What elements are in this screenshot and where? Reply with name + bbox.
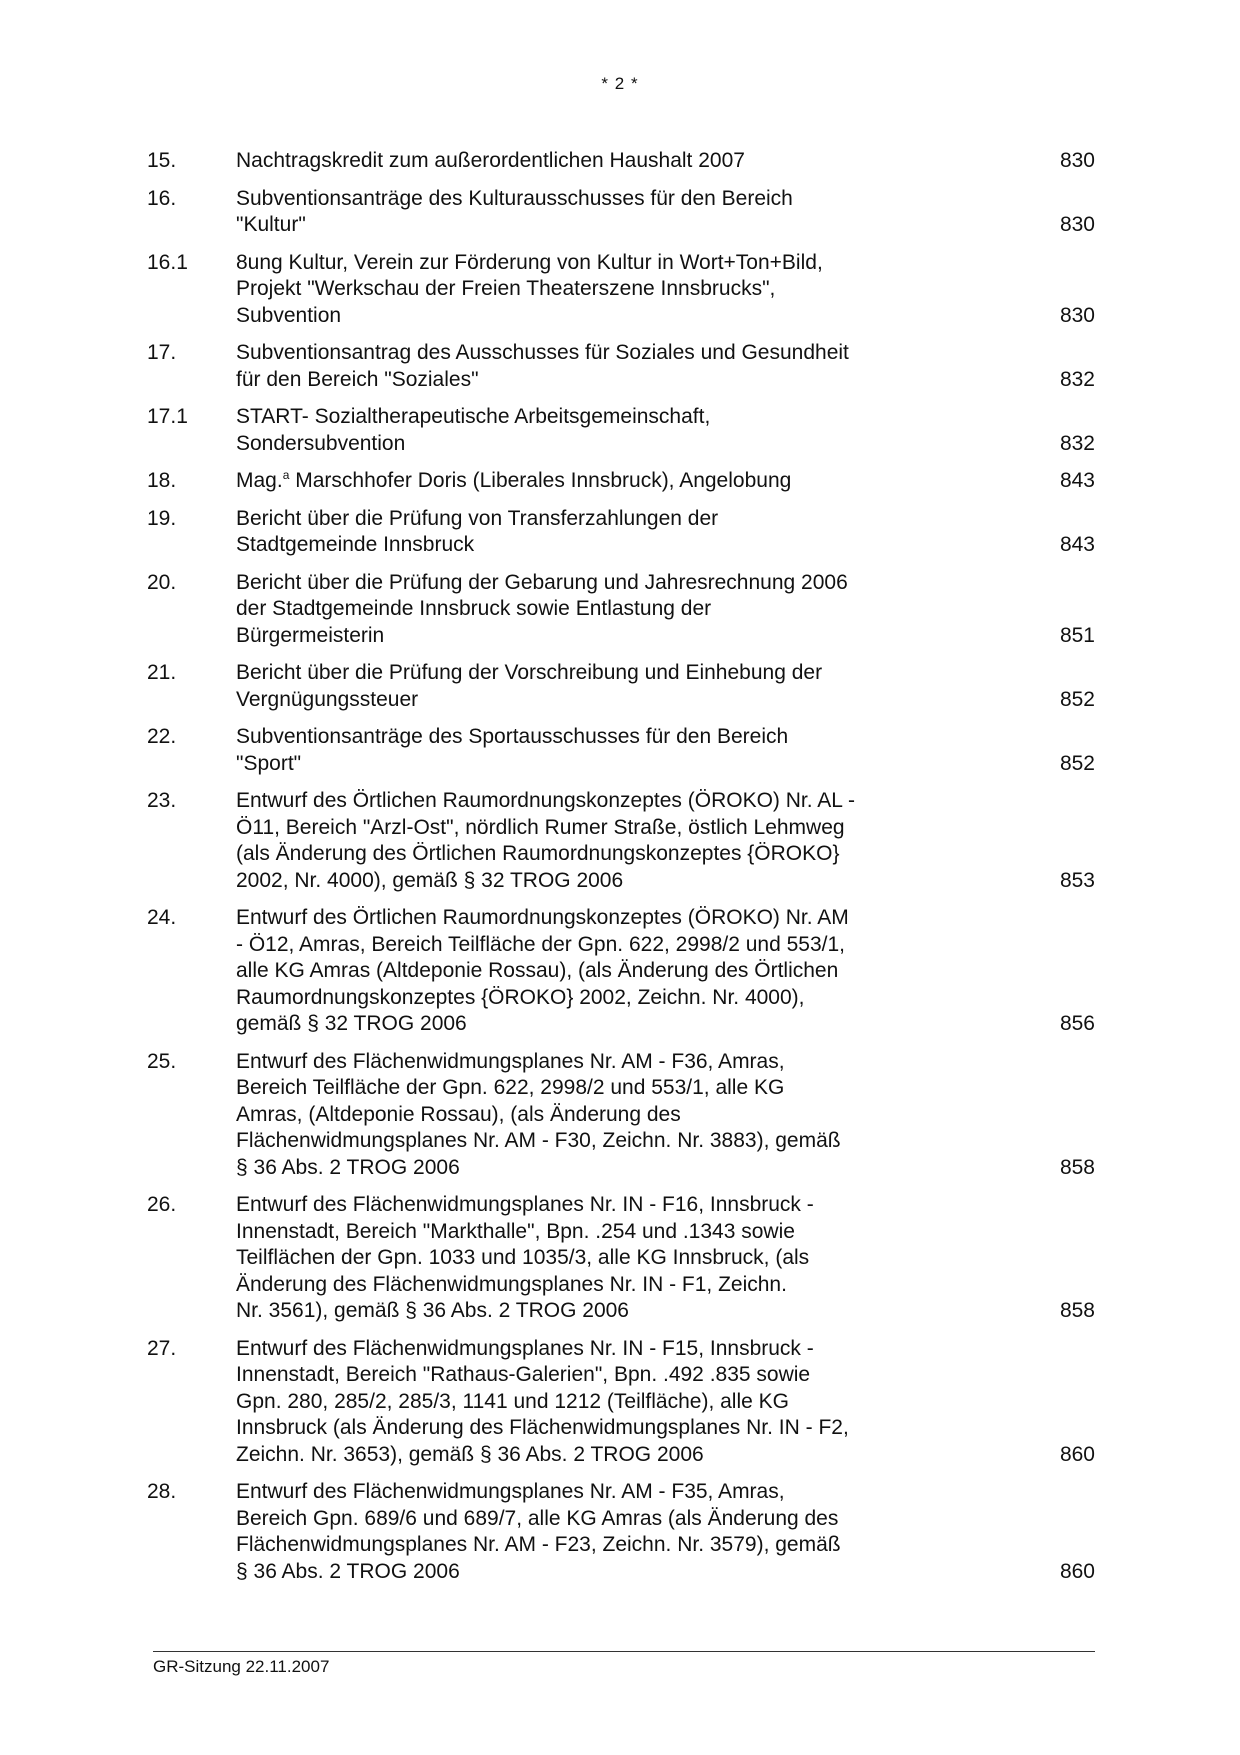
toc-entry-page: 852 — [1059, 687, 1095, 711]
toc-entry-line: Änderung des Flächenwidmungsplanes Nr. IN - F1, Zeichn. — [236, 1272, 787, 1296]
toc-entry-page: 830 — [1059, 149, 1095, 172]
toc-entry-line: Teilflächen der Gpn. 1033 und 1035/3, alle KG Innsbruck, (als — [236, 1246, 810, 1269]
toc-entry-line: "Sport" — [236, 751, 302, 775]
toc-entry-line: Entwurf des Flächenwidmungsplanes Nr. AM - F36, Amras, — [236, 1049, 785, 1073]
toc-entry-line: Entwurf des Flächenwidmungsplanes Nr. IN - F15, Innsbruck - — [236, 1336, 814, 1360]
toc-entry-title — [236, 250, 936, 330]
toc-entry — [147, 788, 1095, 894]
toc-entry-title — [236, 788, 936, 894]
toc-entry — [147, 250, 1095, 330]
toc-entry-line: Bericht über die Prüfung der Vorschreibung und Einhebung der — [236, 661, 823, 684]
table-of-contents — [147, 148, 1095, 1596]
toc-entry-line: (als Änderung des Örtlichen Raumordnungskonzeptes {ÖROKO} — [236, 842, 840, 865]
toc-entry-line: Bürgermeisterin — [236, 623, 385, 647]
toc-entry-line: Entwurf des Flächenwidmungsplanes Nr. IN - F16, Innsbruck - — [236, 1193, 814, 1216]
toc-entry-title — [236, 1049, 936, 1182]
toc-entry-title — [236, 186, 936, 239]
toc-entry-page: 858 — [1059, 1155, 1095, 1179]
title-superscript: a — [282, 468, 290, 482]
toc-entry-line: § 36 Abs. 2 TROG 2006 — [236, 1155, 460, 1179]
toc-entry-number: 17.1 — [147, 405, 188, 428]
toc-entry-line: Flächenwidmungsplanes Nr. AM - F23, Zeichn. Nr. 3579), gemäß — [236, 1533, 841, 1556]
toc-entry-line: § 36 Abs. 2 TROG 2006 — [236, 1559, 460, 1583]
toc-entry-line: für den Bereich "Soziales" — [236, 367, 479, 391]
toc-entry-line: Entwurf des Örtlichen Raumordnungskonzeptes (ÖROKO) Nr. AM — [236, 906, 849, 929]
toc-entry-number: 15. — [147, 149, 177, 172]
toc-entry-page: 851 — [1059, 623, 1095, 647]
toc-entry — [147, 340, 1095, 393]
toc-entry-line: Projekt "Werkschau der Freien Theaterszene Innsbrucks", — [236, 277, 776, 300]
page-number: * 2 * — [601, 74, 639, 93]
toc-entry-line: "Kultur" — [236, 213, 306, 236]
toc-entry — [147, 186, 1095, 239]
toc-entry-line: Innsbruck (als Änderung des Flächenwidmungsplanes Nr. IN - F2, — [236, 1416, 849, 1439]
toc-entry-line: Bericht über die Prüfung der Gebarung und Jahresrechnung 2006 — [236, 570, 848, 594]
toc-entry-page: 856 — [1059, 1012, 1095, 1035]
toc-entry — [147, 468, 1095, 495]
toc-entry-number: 16.1 — [147, 250, 188, 274]
toc-entry-page: 853 — [1059, 868, 1095, 892]
toc-entry-page: 832 — [1059, 367, 1095, 391]
toc-entry-number: 25. — [147, 1049, 177, 1073]
toc-entry-number: 28. — [147, 1480, 177, 1503]
toc-entry-title — [236, 506, 936, 559]
toc-entry-line: Innenstadt, Bereich "Markthalle", Bpn. .254 und .1343 sowie — [236, 1219, 795, 1243]
footer-session-date: GR-Sitzung 22.11.2007 — [153, 1657, 330, 1676]
toc-entry-line: Bericht über die Prüfung von Transferzahlungen der — [236, 506, 719, 530]
toc-entry — [147, 1336, 1095, 1469]
toc-entry-page: 860 — [1059, 1559, 1095, 1583]
toc-entry-line: Stadtgemeinde Innsbruck — [236, 533, 475, 556]
toc-entry-title — [236, 570, 936, 650]
toc-entry-number: 21. — [147, 661, 177, 684]
toc-entry-line: Flächenwidmungsplanes Nr. AM - F30, Zeichn. Nr. 3883), gemäß — [236, 1129, 841, 1152]
toc-entry-line: Nr. 3561), gemäß § 36 Abs. 2 TROG 2006 — [236, 1299, 629, 1322]
toc-entry-number: 23. — [147, 789, 177, 812]
toc-entry-line: Innenstadt, Bereich "Rathaus-Galerien", Bpn. .492 .835 sowie — [236, 1363, 811, 1386]
toc-entry-line: Zeichn. Nr. 3653), gemäß § 36 Abs. 2 TROG 2006 — [236, 1442, 704, 1466]
toc-entry — [147, 148, 1095, 175]
toc-entry — [147, 660, 1095, 713]
toc-entry — [147, 404, 1095, 457]
toc-entry-line: Nachtragskredit zum außerordentlichen Haushalt 2007 — [236, 149, 745, 172]
toc-entry-title — [236, 724, 936, 777]
toc-entry-page: 843 — [1059, 469, 1095, 492]
toc-entry-number: 26. — [147, 1193, 177, 1216]
toc-entry-number: 22. — [147, 725, 177, 748]
title-prefix: Mag. — [236, 469, 283, 492]
toc-entry-line — [236, 468, 936, 495]
toc-entry-line: Subventionsantrag des Ausschusses für Soziales und Gesundheit — [236, 341, 849, 364]
toc-entry-line: Gpn. 280, 285/2, 285/3, 1141 und 1212 (Teilfläche), alle KG — [236, 1389, 789, 1413]
toc-entry-line: Ö11, Bereich "Arzl-Ost", nördlich Rumer Straße, östlich Lehmweg — [236, 815, 845, 839]
toc-entry-line: Raumordnungskonzeptes {ÖROKO} 2002, Zeichn. Nr. 4000), — [236, 985, 805, 1009]
toc-entry-line: Vergnügungssteuer — [236, 687, 419, 711]
toc-entry-line: Bereich Teilfläche der Gpn. 622, 2998/2 und 553/1, alle KG — [236, 1076, 785, 1099]
toc-entry — [147, 570, 1095, 650]
toc-entry-title — [236, 660, 936, 713]
toc-entry-number: 27. — [147, 1336, 177, 1360]
toc-entry-line: Subventionsanträge des Sportausschusses für den Bereich — [236, 725, 789, 748]
toc-entry-line: 2002, Nr. 4000), gemäß § 32 TROG 2006 — [236, 868, 624, 892]
toc-entry-title — [236, 148, 936, 175]
toc-entry-line: gemäß § 32 TROG 2006 — [236, 1012, 467, 1035]
toc-entry-page: 830 — [1059, 303, 1095, 327]
toc-entry-page: 832 — [1059, 431, 1095, 455]
toc-entry-number: 17. — [147, 341, 177, 364]
toc-entry-line: Entwurf des Flächenwidmungsplanes Nr. AM - F35, Amras, — [236, 1480, 785, 1503]
footer-divider — [153, 1651, 1095, 1652]
toc-entry-number: 20. — [147, 570, 177, 594]
toc-entry-number: 19. — [147, 506, 177, 530]
toc-entry-title — [236, 1479, 936, 1585]
toc-entry-page: 843 — [1059, 533, 1095, 556]
toc-entry-line: Subvention — [236, 303, 342, 327]
toc-entry-title — [236, 905, 936, 1038]
toc-entry-number: 24. — [147, 906, 177, 929]
toc-entry-page: 860 — [1059, 1442, 1095, 1466]
toc-entry-title — [236, 1192, 936, 1325]
toc-entry-page: 830 — [1059, 213, 1095, 236]
toc-entry — [147, 1479, 1095, 1585]
toc-entry — [147, 724, 1095, 777]
toc-entry-line: 8ung Kultur, Verein zur Förderung von Kultur in Wort+Ton+Bild, — [236, 250, 823, 274]
toc-entry — [147, 1192, 1095, 1325]
toc-entry-line: - Ö12, Amras, Bereich Teilfläche der Gpn. 622, 2998/2 und 553/1, — [236, 932, 845, 956]
toc-entry-title — [236, 404, 936, 457]
toc-entry-line: Sondersubvention — [236, 431, 406, 455]
toc-entry — [147, 905, 1095, 1038]
toc-entry-page: 852 — [1059, 751, 1095, 775]
toc-entry-page: 858 — [1059, 1299, 1095, 1322]
toc-entry — [147, 1049, 1095, 1182]
toc-entry-title — [236, 1336, 936, 1469]
toc-entry-title — [236, 340, 936, 393]
toc-entry-number: 18. — [147, 469, 177, 492]
toc-entry-number: 16. — [147, 186, 177, 210]
toc-entry-line: Subventionsanträge des Kulturausschusses für den Bereich — [236, 186, 793, 210]
toc-entry-line: Entwurf des Örtlichen Raumordnungskonzeptes (ÖROKO) Nr. AL - — [236, 789, 855, 812]
title-rest: Marschhofer Doris (Liberales Innsbruck), Angelobung — [295, 469, 792, 492]
toc-entry-line: der Stadtgemeinde Innsbruck sowie Entlastung der — [236, 597, 712, 620]
toc-entry-line: alle KG Amras (Altdeponie Rossau), (als Änderung des Örtlichen — [236, 959, 839, 982]
toc-entry-line: Bereich Gpn. 689/6 und 689/7, alle KG Amras (als Änderung des — [236, 1506, 839, 1530]
toc-entry — [147, 506, 1095, 559]
toc-entry-line: START- Sozialtherapeutische Arbeitsgemeinschaft, — [236, 405, 711, 428]
toc-entry-line: Amras, (Altdeponie Rossau), (als Änderung des — [236, 1102, 681, 1126]
toc-entry-title — [236, 468, 936, 495]
